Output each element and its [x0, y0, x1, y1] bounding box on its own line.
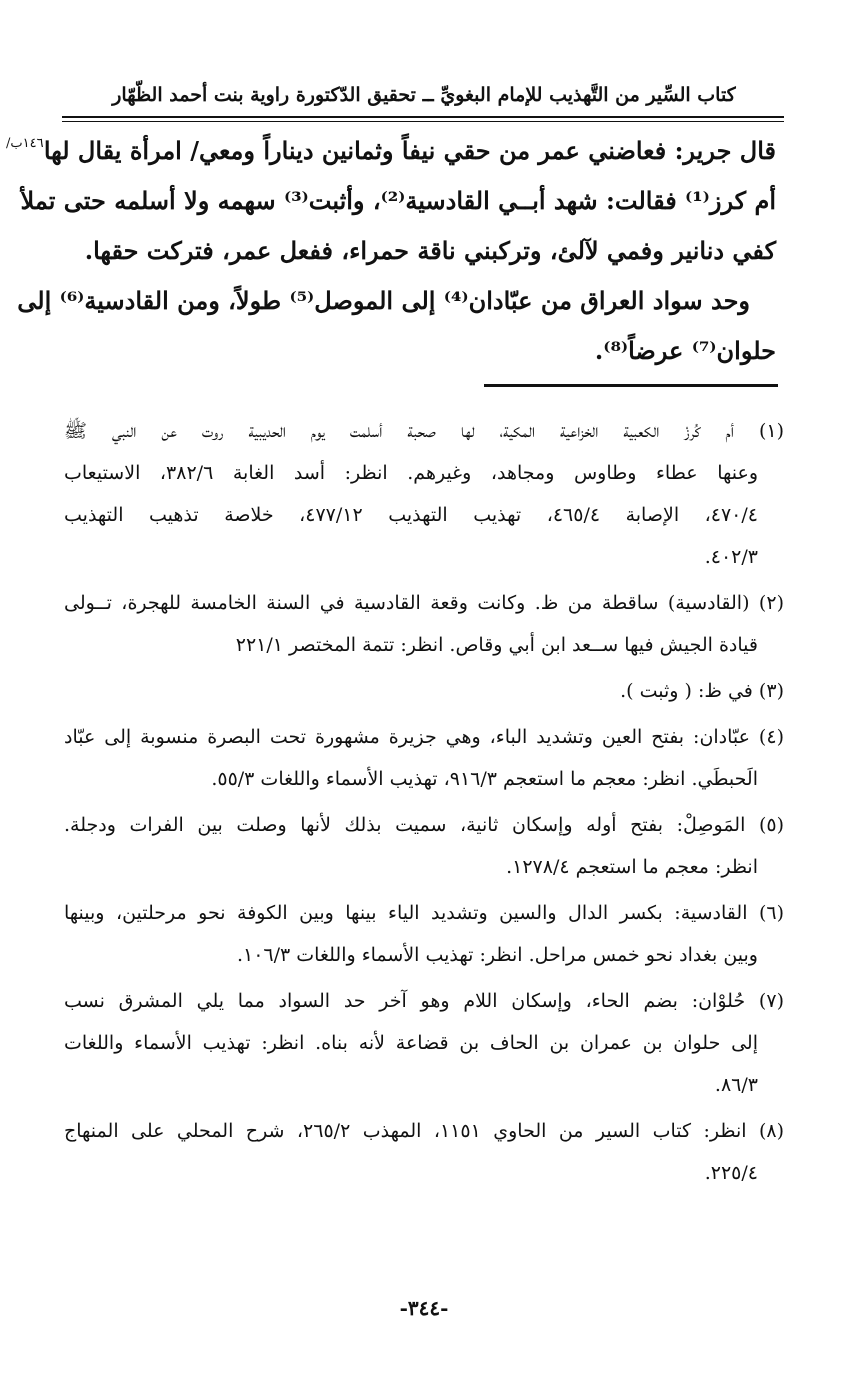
body-line: وحد سواد العراق من عبّادان⁽⁴⁾ إلى الموصل⁽⁵⁾ طولاً، ومن القادسية⁽⁶⁾ إلى	[17, 286, 750, 315]
footnote-line: قيادة الجيش فيها ســعد ابن أبي وقاص. انظر: تتمة المختصر ٢٢١/١	[235, 634, 758, 656]
body-line: كفي دنانير وفمي لآلئ، وتركبني ناقة حمراء، ففعل عمر، فتركت حقها.	[84, 236, 776, 265]
running-header: كتاب السِّير من التَّهذيب للإمام البغويِّ ــ تحقيق الدّكتورة راوية بنت أحمد الظّهّار	[112, 84, 736, 106]
footnote-line: انظر: معجم ما استعجم ١٢٧٨/٤.	[506, 856, 758, 878]
footnote-8	[64, 1110, 784, 1194]
footnote-3	[64, 670, 784, 712]
footnote-6	[64, 892, 784, 976]
body-line: حلوان⁽⁷⁾ عرضاً⁽⁸⁾.	[594, 336, 776, 365]
footnote-separator	[484, 384, 778, 387]
footnote-line: إلى حلوان بن عمران بن الحاف بن قضاعة لأنه بناه. انظر: تهذيب الأسماء واللغات	[64, 1032, 758, 1054]
footnote-line: (٤) عبّادان: بفتح العين وتشديد الباء، وهي جزيرة مشهورة تحت البصرة منسوبة إلى عبّاد	[64, 726, 784, 748]
footnote-line: (٨) انظر: كتاب السير من الحاوي ١١٥١، المهذب ٢٦٥/٢، شرح المحلي على المنهاج	[64, 1120, 784, 1142]
footnote-line: (٢) (القادسية) ساقطة من ظ. وكانت وقعة القادسية في السنة الخامسة للهجرة، تــولى	[64, 592, 784, 614]
footnote-line: (٦) القادسية: بكسر الدال والسين وتشديد الياء بينها وبين الكوفة نحو مرحلتين، وبينها	[64, 902, 784, 924]
footnote-line: (٥) المَوصِلْ: بفتح أوله وإسكان ثانية، سميت بذلك لأنها وصلت بين الفرات ودجلة.	[64, 814, 784, 836]
footnote-line: (٧) حُلوْان: بضم الحاء، وإسكان اللام وهو آخر حد السواد مما يلي المشرق نسب	[64, 990, 784, 1012]
footnote-line: (١) أم كُرزْ الكعبية الخزاعية المكية، لها صحبة أسلمت يوم الحديبية روت عن النبي ﷺ	[64, 420, 784, 442]
footnote-line: وعنها عطاء وطاوس ومجاهد، وغيرهم. انظر: أسد الغابة ٣٨٢/٦، الاستيعاب	[64, 462, 758, 484]
body-line: قال جرير: فعاضني عمر من حقي نيفاً وثمانين ديناراً ومعي/ امرأة يقال لها	[43, 136, 776, 165]
footnote-1	[64, 410, 784, 578]
footnote-line: (٣) في ظ: ( وثبت ).	[620, 680, 784, 702]
manuscript-folio-note: ١٤٦ب/	[6, 136, 44, 151]
footnote-5	[64, 804, 784, 888]
footnote-line: الَحبطَي. انظر: معجم ما استعجم ٩١٦/٣، تهذيب الأسماء واللغات ٥٥/٣.	[211, 768, 758, 790]
footnote-line: ٨٦/٣.	[714, 1074, 758, 1096]
body-line: أم كرز⁽¹⁾ فقالت: شهد أبــي القادسية⁽²⁾، وأثبت⁽³⁾ سهمه ولا أسلمه حتى تملأ	[20, 186, 776, 215]
footnote-line: ٤٠٢/٣.	[704, 546, 758, 568]
footnotes	[64, 410, 784, 1198]
header-rule	[62, 116, 784, 122]
footnote-7	[64, 980, 784, 1106]
footnote-line: ٤٧٠/٤، الإصابة ٤٦٥/٤، تهذيب التهذيب ٤٧٧/١٢، خلاصة تذهيب التهذيب	[64, 504, 758, 526]
footnote-line: وبين بغداد نحو خمس مراحل. انظر: تهذيب الأسماء واللغات ١٠٦/٣.	[236, 944, 758, 966]
footnote-line: ٢٢٥/٤.	[704, 1162, 758, 1184]
page-number: -٣٤٤-	[399, 1296, 449, 1320]
footnote-4	[64, 716, 784, 800]
footnote-2	[64, 582, 784, 666]
